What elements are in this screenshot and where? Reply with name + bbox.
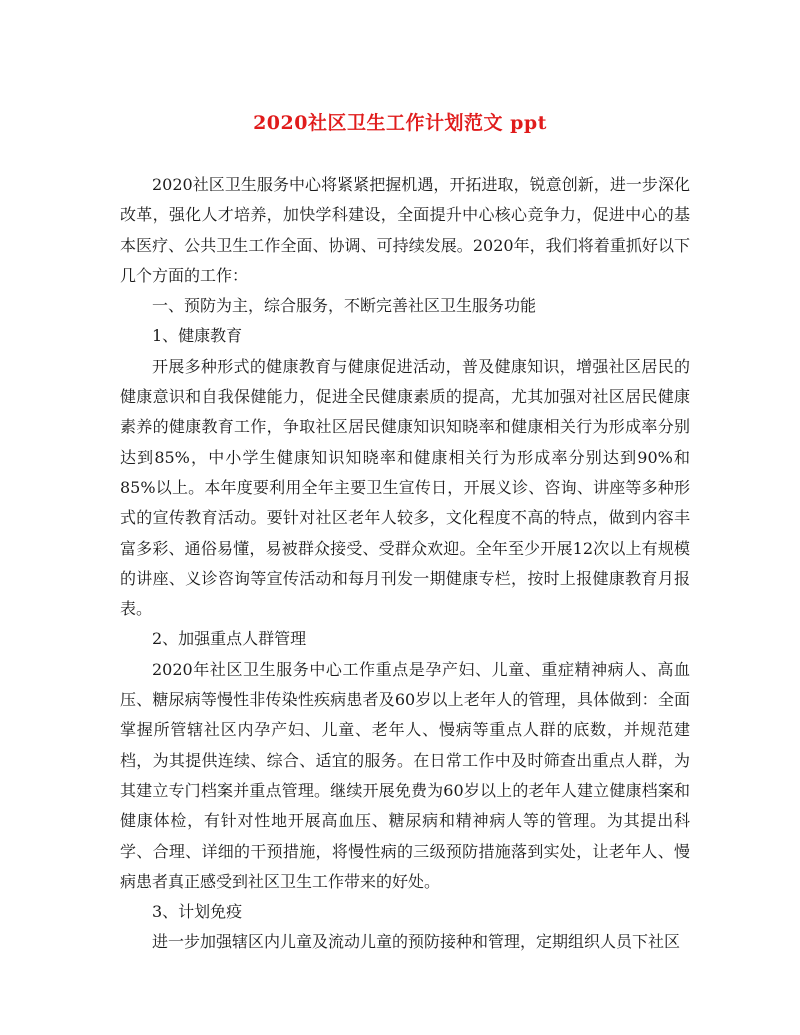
subheading-health-education: 1、健康教育 [152, 326, 243, 346]
subheading-key-population: 2、加强重点人群管理 [152, 629, 307, 649]
paragraph-immunization: 进一步加强辖区内儿童及流动儿童的预防接种和管理，定期组织人员下社区 [152, 932, 681, 952]
paragraph-key-population: 2020年社区卫生服务中心工作重点是孕产妇、儿童、重症精神病人、高血压、糖尿病等慢性非传染性疾病患者及60岁以上老年人的管理，具体做到：全面掌握所管辖社区内孕产妇、儿童、老年人、慢病等重点人群的底数，并规范建档，为其提供连续、综合、适宜的服务。在日常工作中及时筛查出重点人群，为其建立专门档案并重点管理。继续开展免费为60岁以上的老年人建立健康档案和健康体检，有针对性地开展高血压、糖尿病和精神病人等的管理。为其提出科学、合理、详细的干预措施，将慢性病的三级预防措施落到实处，让老年人、慢病患者真正感受到社区卫生工作带来的好处。 [120, 659, 690, 891]
document-body [120, 170, 690, 958]
paragraph-health-education: 开展多种形式的健康教育与健康促进活动，普及健康知识，增强社区居民的健康意识和自我保健能力，促进全民健康素质的提高，尤其加强对社区居民健康素养的健康教育工作，争取社区居民健康知识知晓率和健康相关行为形成率分别达到85%，中小学生健康知识知晓率和健康相关行为形成率分别达到90%和85%以上。本年度要利用全年主要卫生宣传日，开展义诊、咨询、讲座等多种形式的宣传教育活动。要针对社区老年人较多，文化程度不高的特点，做到内容丰富多彩、通俗易懂，易被群众接受、受群众欢迎。全年至少开展12次以上有规模的讲座、义诊咨询等宣传活动和每月刊发一期健康专栏，按时上报健康教育月报表。 [120, 356, 690, 619]
document-title: 2020社区卫生工作计划范文 ppt [253, 112, 547, 134]
paragraph-intro: 2020社区卫生服务中心将紧紧把握机遇，开拓进取，锐意创新，进一步深化改革，强化人才培养，加快学科建设，全面提升中心核心竞争力，促进中心的基本医疗、公共卫生工作全面、协调、可持续发展。2020年，我们将着重抓好以下几个方面的工作： [120, 175, 690, 285]
subheading-immunization: 3、计划免疫 [152, 902, 243, 922]
section-heading-prevention: 一、预防为主，综合服务，不断完善社区卫生服务功能 [152, 296, 537, 316]
